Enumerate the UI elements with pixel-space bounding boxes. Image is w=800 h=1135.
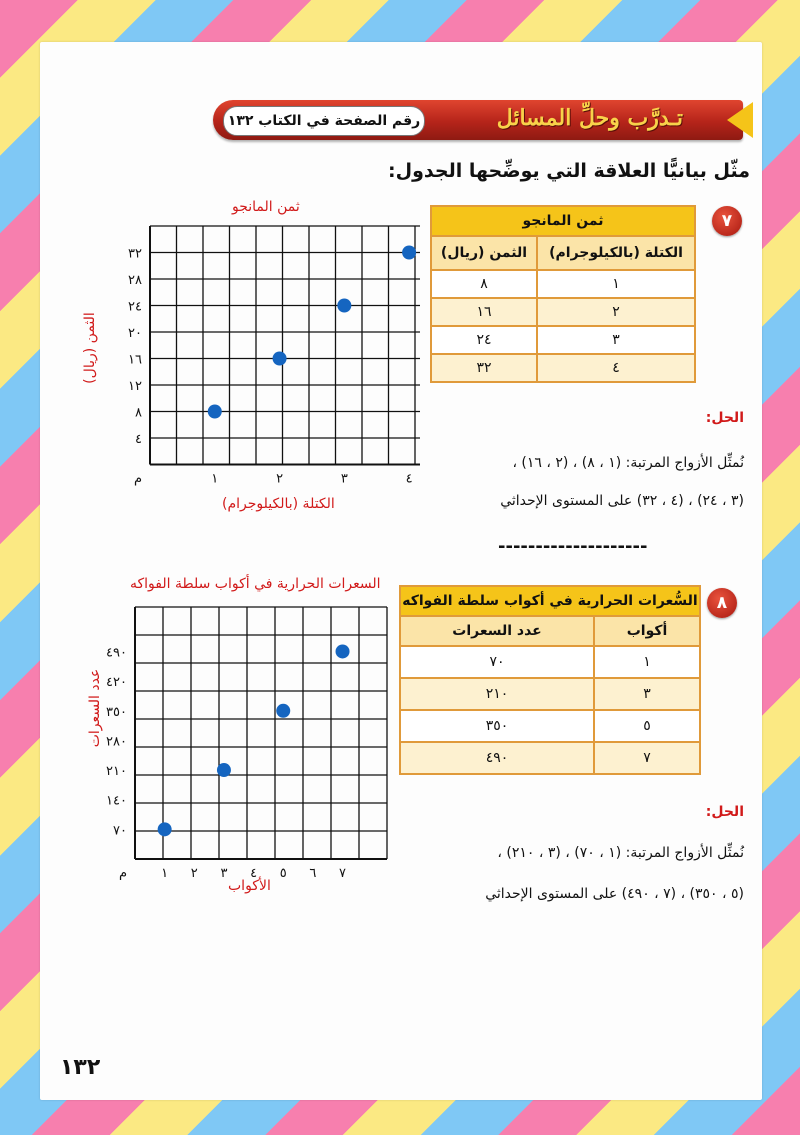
table-cell: ٤ — [537, 354, 695, 382]
table-header: عدد السعرات — [400, 616, 594, 646]
x-axis-label: الكتلة (بالكيلوجرام) — [222, 496, 335, 512]
page-number: ١٣٢ — [60, 1055, 101, 1080]
solution-label: الحل: — [705, 804, 744, 820]
table-cell: ٢١٠ — [400, 678, 594, 710]
problem-number-7: ٧ — [712, 206, 742, 236]
problem-number-8: ٨ — [707, 588, 737, 618]
table-row — [431, 326, 695, 354]
chart-grid — [135, 607, 387, 859]
y-tick-label: ٤٢٠ — [106, 675, 127, 691]
data-point — [273, 352, 287, 366]
table-header: الكتلة (بالكيلوجرام) — [537, 236, 695, 270]
solution-label: الحل: — [705, 410, 744, 426]
table-cell: ٤٩٠ — [400, 742, 594, 774]
x-tick-label: ١ — [211, 471, 219, 487]
page-reference: رقم الصفحة في الكتاب ١٣٢ — [223, 106, 425, 136]
y-axis-label: الثمن (ريال) — [82, 312, 98, 384]
origin-label: م — [133, 471, 143, 487]
chart-title: ثمن المانجو — [232, 199, 300, 215]
y-tick-label: ٧٠ — [113, 823, 127, 839]
table-cell: ١٦ — [431, 298, 537, 326]
x-axis-label: الأكواب — [228, 878, 271, 894]
origin-label: م — [118, 866, 128, 880]
y-tick-label: ٤٩٠ — [106, 645, 127, 661]
table-cell: ٢ — [537, 298, 695, 326]
table-header: أكواب — [594, 616, 700, 646]
table-cell: ٣٢ — [431, 354, 537, 382]
table-row — [431, 298, 695, 326]
y-tick-label: ٢٨٠ — [106, 734, 127, 750]
table-title: السُّعرات الحرارية في أكواب سلطة الفواكه — [400, 586, 700, 616]
chart-title: السعرات الحرارية في أكواب سلطة الفواكه — [130, 576, 381, 592]
chart-grid — [150, 226, 420, 465]
section-banner — [213, 100, 743, 140]
table-cell: ٣ — [537, 326, 695, 354]
x-tick-label: ٢ — [276, 471, 284, 487]
section-title: تـدرَّب وحلِّ المسائل — [496, 105, 683, 131]
table-row — [400, 742, 700, 774]
data-point — [402, 246, 416, 260]
x-tick-label: ٤ — [250, 866, 258, 880]
data-point — [158, 822, 172, 836]
table-row — [431, 270, 695, 298]
table-cell: ٧ — [594, 742, 700, 774]
data-point — [336, 644, 350, 658]
table-row — [400, 678, 700, 710]
y-tick-label: ٢٠ — [128, 326, 142, 341]
y-tick-label: ١٢ — [128, 379, 142, 394]
table-cell: ٢٤ — [431, 326, 537, 354]
table-header: الثمن (ريال) — [431, 236, 537, 270]
solution-line: (٣ ، ٢٤) ، (٤ ، ٣٢) على المستوى الإحداثي — [500, 493, 744, 509]
y-tick-label: ١٦ — [128, 352, 142, 368]
y-tick-label: ٤ — [135, 432, 142, 447]
table-cell: ٨ — [431, 270, 537, 298]
instruction-text: مثّل بيانيًّا العلاقة التي يوضِّحها الجدول: — [388, 160, 750, 182]
y-axis-label: عدد السعرات — [87, 668, 103, 748]
x-tick-label: ٤ — [405, 471, 413, 487]
y-tick-label: ١٤٠ — [106, 793, 127, 809]
x-tick-label: ٢ — [190, 866, 198, 880]
y-tick-label: ٣٥٠ — [106, 704, 127, 720]
table-cell: ٥ — [594, 710, 700, 742]
x-tick-label: ٦ — [309, 866, 317, 880]
y-tick-label: ٢١٠ — [106, 764, 127, 780]
x-tick-label: ٧ — [339, 866, 347, 880]
table-cell: ١ — [537, 270, 695, 298]
calories-table — [399, 585, 701, 775]
table-row — [400, 710, 700, 742]
mango-price-chart — [100, 210, 420, 500]
data-point — [208, 405, 222, 419]
worksheet-page — [40, 42, 762, 1100]
x-tick-label: ٥ — [279, 866, 287, 880]
table-cell: ١ — [594, 646, 700, 678]
solution-line: نُمثِّل الأزواج المرتبة: (١ ، ٨) ، (٢ ، ١٦) ، — [512, 455, 744, 471]
y-tick-label: ٨ — [135, 405, 142, 421]
y-tick-label: ٢٤ — [128, 299, 142, 315]
table-cell: ٣ — [594, 678, 700, 710]
y-tick-label: ٢٨ — [128, 273, 142, 288]
table-cell: ٧٠ — [400, 646, 594, 678]
separator: -------------------- — [498, 536, 648, 557]
data-point — [276, 704, 290, 718]
solution-line: نُمثِّل الأزواج المرتبة: (١ ، ٧٠) ، (٣ ، ٢١٠) ، — [497, 845, 744, 861]
data-point — [337, 299, 351, 313]
x-tick-label: ١ — [161, 866, 169, 880]
table-cell: ٣٥٠ — [400, 710, 594, 742]
x-tick-label: ٣ — [220, 866, 228, 880]
table-title: ثمن المانجو — [431, 206, 695, 236]
mango-price-table — [430, 205, 696, 383]
solution-line: (٥ ، ٣٥٠) ، (٧ ، ٤٩٠) على المستوى الإحداثي — [485, 886, 744, 902]
table-row — [400, 646, 700, 678]
calories-chart — [90, 595, 400, 880]
y-tick-label: ٣٢ — [128, 246, 142, 262]
table-row — [431, 354, 695, 382]
x-tick-label: ٣ — [340, 471, 348, 487]
data-point — [217, 763, 231, 777]
banner-arrow-icon — [727, 102, 753, 138]
